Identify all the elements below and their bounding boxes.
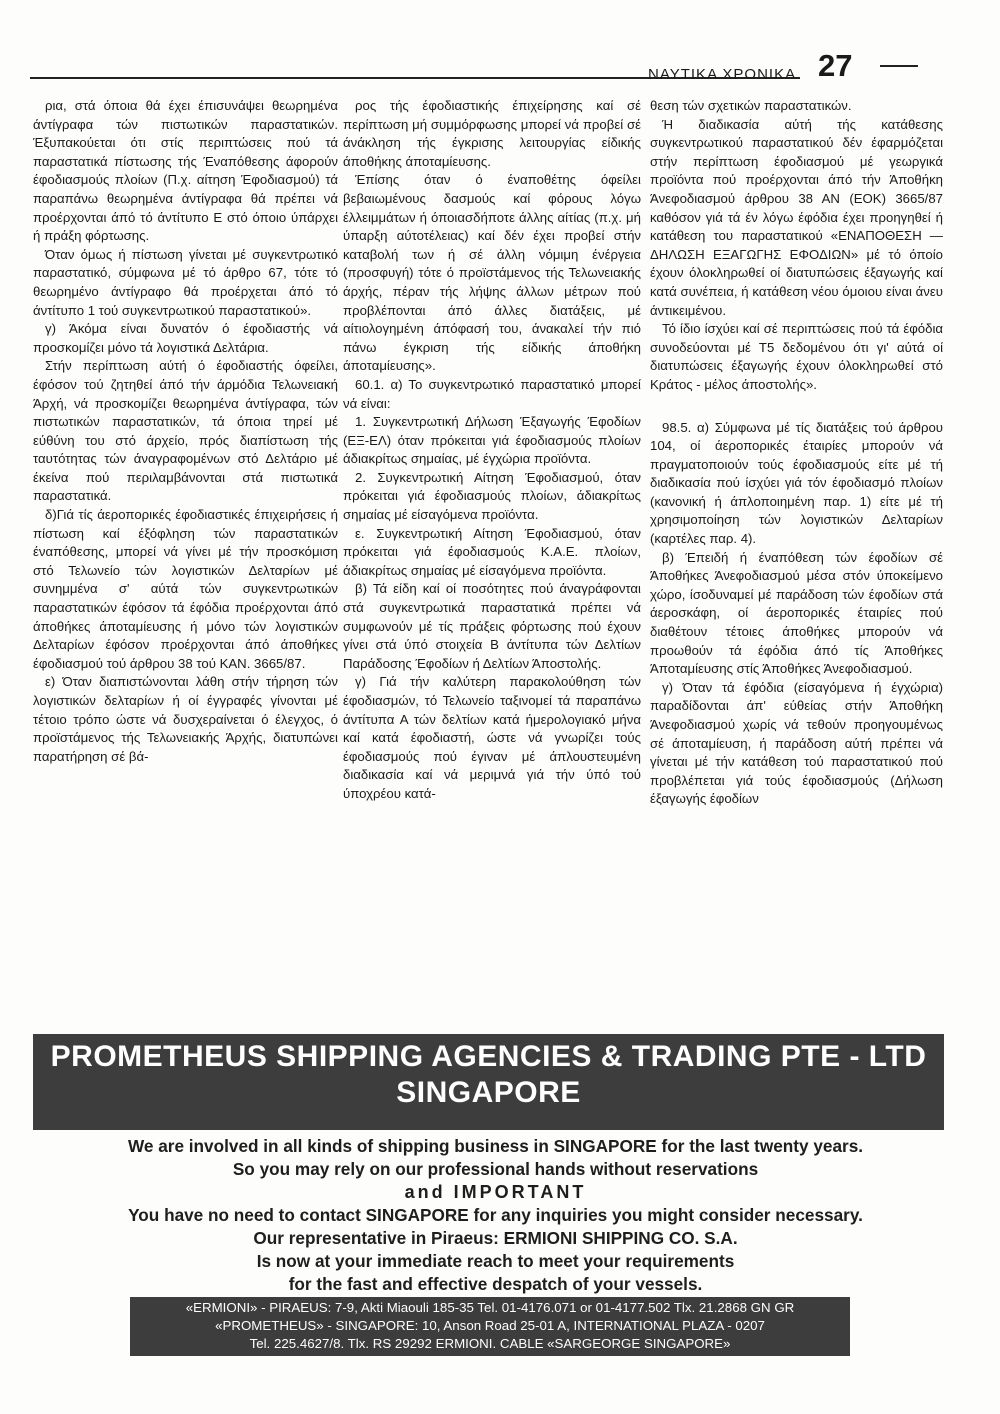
paragraph: 1. Συγκεντρωτική Δήλωση Έξαγωγής Έφοδίων (ΕΞ-ΕΛ) όταν πρόκειται γιά έφοδιασμούς πλοίων άδιακρίτως σημαίας, μέ έγχώρια προϊόντα. (343, 414, 641, 467)
banner-company-name: PROMETHEUS SHIPPING AGENCIES & TRADING PTE - LTD (50, 1040, 927, 1073)
paragraph: Ή διαδικασία αύτή τής κατάθεσης συγκεντρωτικού παραστατικού δέν έφαρμόζεται στήν περίπτωση έφοδιασμού μέ γεωργικά προϊόντα πού προέρχονται άπό τήν Άποθήκη Άνεφοδιασμού άρθρου 38 ΑΝ (ΕΟΚ) 3665/87 καθόσον γιά τά έν λόγω έφόδια έχει προηγηθεί ή κατάθεση του παραστατικού «ΕΝΑΠΟΘΕΣΗ — ΔΗΛΩΣΗ ΕΞΑΓΩΓΗΣ ΕΦΟΔΙΩΝ» μέ τό όποίο έχουν όλοκληρωθεί οί διατυπώσεις έξαγωγής καί κατά συνέπεια, ή κατάθεση νέου όμοιου είναι άνευ άντικειμένου. (650, 116, 943, 318)
banner-location: SINGAPORE (396, 1076, 581, 1109)
paragraph: θεση τών σχετικών παραστατικών. (650, 98, 852, 113)
paragraph: ε) Όταν διαπιστώνονται λάθη στήν τήρηση τών λογιστικών δελταρίων ή οί έγγραφές γίνονται μέ τέτοιο τρόπο ώστε νά δυσχεραίνεται ό έλεγχος, ό προϊστάμενος τής Τελωνειακής Άρχής, διατυπώνει παρατήρηση σέ βά- (33, 674, 338, 764)
ad-address-line: «PROMETHEUS» - SINGAPORE: 10, Anson Road 25-01 A, INTERNATIONAL PLAZA - 0207 (215, 1318, 765, 1333)
paragraph: ρια, στά όποια θά έχει έπισυνάψει θεωρημένα άντίγραφα τών πιστωτικών παραστατικών. Έξυπακούεται ότι στίς περιπτώσεις πού τά παραστατικά πίστωσης τής Έναπόθεσης άφορούν έφοδιασμούς πλοίων (Π.χ. αίτηση Έφοδιασμού) τά παραπάνω θεωρημένα άντίγραφα θά πρέπει νά προέρχονται άπό τό άντίτυπο Ε στό όποιο ύπάρχει ή πράξη φόρτωσης. (33, 98, 338, 244)
paragraph: β) Τά είδη καί οί ποσότητες πού άναγράφονται στά συγκεντρωτικά παραστατικά πρέπει νά συμφωνούν μέ τίς πράξεις φόρτωσης πού έχουν γίνει στά ύπό στοιχεία Β άντίτυπα τών Δελτίων Παράδοσης Έφοδίων ή Δελτίων Άποστολής. (343, 581, 641, 671)
ad-line-important: and IMPORTANT (404, 1182, 587, 1202)
article-column-3 (650, 97, 943, 809)
ad-line: So you may rely on our professional hands without reservations (232, 1159, 759, 1179)
ad-line: Is now at your immediate reach to meet your requirements (256, 1251, 735, 1271)
ad-line: Our representative in Piraeus: ERMIONI SHIPPING CO. S.A. (253, 1228, 738, 1248)
paragraph: γ) Γιά τήν καλύτερη παρακολούθηση τών έφοδιασμών, τό Τελωνείο ταξινομεί τά παραπάνω άντίτυπα Α τών δελτίων κατά ήμερολογιακό μήνα καί κατά έφοδιαστή, ώστε νά γνωρίζει τούς έφοδιασμούς πού έγιναν μέ άπλουστευμένη διαδικασία καί νά μεριμνά γιά τήν ύπό τού ύποχρέου κατά- (343, 674, 641, 801)
ad-address-line: Tel. 225.4627/8. Tlx. RS 29292 ERMIONI. CABLE «SARGEORGE SINGAPORE» (249, 1336, 731, 1351)
article-column-1 (33, 97, 338, 766)
paragraph: ρος τής έφοδιαστικής έπιχείρησης καί σέ περίπτωση μή συμμόρφωσης μπορεί νά προβεί σέ άνάκληση τής έγκρισης λειτουργίας είδικής άποθήκης άποταμίευσης. (343, 98, 641, 169)
paragraph: Έπίσης όταν ό έναποθέτης όφείλει βεβαιωμένους δασμούς καί φόρους λόγω έλλειμμάτων ή όποιασδήποτε άλλης αίτίας (π.χ. μή ύπαρξη αύτοτέλειας) καί δέν έχει προβεί στήν καταβολή των ή σέ άλλη νόμιμη ένέργεια (προσφυγή) τότε ό προϊστάμενος τής Τελωνειακής άρχής, πέραν τής λήψης άλλων μέτρων πού προβλέπονται άπό άλλες διατάξεις, μέ αίτιολογημένη άπόφασή του, άνακαλεί τήν πιό πάνω έγκριση τής είδικής άποθήκη άποταμίευσης». (343, 172, 641, 374)
paragraph: ε. Συγκεντρωτική Αίτηση Έφοδιασμού, όταν πρόκειται γιά έφοδιασμούς Κ.Α.Ε. πλοίων, άδιακρίτως σημαίας μέ είσαγόμενα προϊόντα. (343, 525, 641, 578)
article-column-2 (343, 97, 641, 804)
paragraph: Στήν περίπτωση αύτή ό έφοδιαστής όφείλει, έφόσον τού ζητηθεί άπό τήν άρμόδια Τελωνειακή Άρχή, νά προσκομίζει θεωρημένα άντίγραφα, τών πιστωτικών παραστατικών, τά όποια τηρεί μέ εύθύνη του στό άρχείο, πρός διαπίστωση τής ταυτότητας τών άναγραφομένων στό Δελτάριο μέ έκείνα πού περιλαμβάνονται στά πιστωτικά παραστατικά. (33, 358, 338, 504)
ad-line: for the fast and effective despatch of your vessels. (288, 1274, 703, 1294)
advertisement-body (40, 1135, 951, 1296)
paragraph: Όταν όμως ή πίστωση γίνεται μέ συγκεντρωτικό παραστατικό, σύμφωνα μέ τό άρθρο 67, τότε τό θεωρημένο άντίγραφο θά προέρχεται άπό τό άντίτυπο 1 τού συγκεντρωτικού παραστατικού». (33, 246, 338, 318)
paragraph: 98.5. α) Σύμφωνα μέ τίς διατάξεις τού άρθρου 104, οί άεροπορικές έταιρίες μπορούν νά πραγματοποιούν τούς έφοδιασμούς είτε μέ τή διαδικασία πού ίσχύει γιά τόν έφοδιασμό πλοίων (κανονική ή άπλοποιημένη παρ. 1) είτε μέ τή χρησιμοποίηση τών λογιστικών Δελταρίων (καρτέλες παρ. 4). (650, 419, 943, 547)
paragraph: β) Έπειδή ή έναπόθεση τών έφοδίων σέ Άποθήκες Άνεφοδιασμού μέσα στόν ύποκείμενο χώρο, ίσοδυναμεί μέ παράδοση τών έφοδίων στά άεροσκάφη, οί άεροπορικές έταιρίες πού διαθέτουν τέτοιες άποθήκες μπορούν νά προωθούν τά έφόδια άπό τίς Άποθήκες Άποταμίευσης στίς Άποθήκες Άνεφοδιασμού. (650, 549, 943, 677)
paragraph: γ) Όταν τά έφόδια (είσαγόμενα ή έγχώρια) παραδίδονται άπ' εύθείας στήν Άποθήκη Άνεφοδιασμού χωρίς νά τεθούν προηγουμένως σέ άποταμίευση, ή παράδοση αύτή πρέπει νά γίνεται μέ τήν κατάθεση τού παραστατικού πού προβλέπεται γιά τούς έφοδιασμούς (Δήλωση έξαγωγής έφοδίων (650, 679, 943, 807)
journal-title: ΝΑΥΤΙΚΑ ΧΡΟΝΙΚΑ (648, 66, 797, 83)
paragraph: 60.1. α) Το συγκεντρωτικό παραστατικό μπορεί νά είναι: (343, 376, 641, 411)
paragraph: γ) Άκόμα είναι δυνατόν ό έφοδιαστής νά προσκομίζει μόνο τά λογιστικά Δελτάρια. (33, 321, 338, 355)
header-rule-right (880, 65, 918, 67)
page-number: 27 (818, 48, 853, 83)
ad-line: We are involved in all kinds of shipping business in SINGAPORE for the last twenty years. (127, 1136, 864, 1156)
paragraph: δ)Γιά τίς άεροπορικές έφοδιαστικές έπιχειρήσεις ή πίστωση καί έξόφληση τών παραστατικών έναπόθεσης, μπορεί νά γίνει μέ τήν προσκόμιση στό Τελωνείο τών λογιστικών Δελταρίων μέ συνημμένα σ' αύτά τών συγκεντρωτικών παραστατικών έφόσον τά έφόδια προέρχονται άπό άποθήκες άποταμίευσης ή μόνο τών λογιστικών Δελταρίων έφόσον προέρχονται άπό άποθήκες έφοδιασμού τού άρθρου 38 τού ΚΑΝ. 3665/87. (33, 507, 338, 671)
paragraph: Τό ίδιο ίσχύει καί σέ περιπτώσεις πού τά έφόδια συνοδεύονται μέ Τ5 δεδομένου ότι γι' αύτά οί διατυπώσεις έξαγωγής έχουν όλοκληρωθεί στό Κράτος - μέλος άποστολής». (650, 321, 943, 392)
ad-line: You have no need to contact SINGAPORE for any inquiries you might consider necessary. (128, 1205, 863, 1225)
advertisement-banner (33, 1034, 944, 1130)
paragraph: 2. Συγκεντρωτική Αίτηση Έφοδιασμού, όταν πρόκειται γιά έφοδιασμούς πλοίων, άδιακρίτως σημαίας μέ είσαγόμενα προϊόντα. (343, 469, 641, 523)
ad-address-line: «ERMIONI» - PIRAEUS: 7-9, Akti Miaouli 185-35 Tel. 01-4176.071 or 01-4177.502 Tlx. 21.2868 GN GR (185, 1300, 795, 1315)
ad-contact-box (130, 1297, 850, 1356)
